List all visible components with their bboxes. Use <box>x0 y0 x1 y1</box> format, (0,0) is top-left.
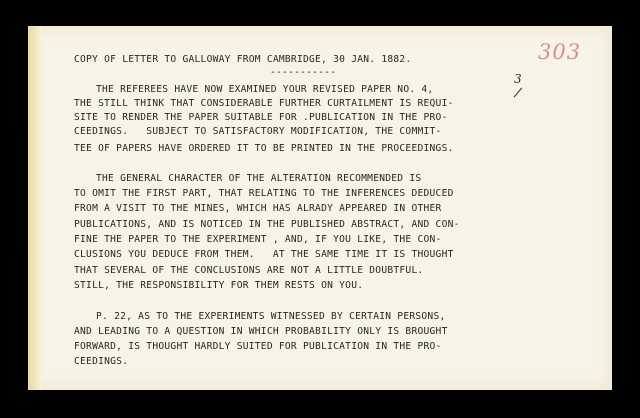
paragraph-2-line-5: FINE THE PAPER TO THE EXPERIMENT , AND, IF YOU LIKE, THE CON- <box>74 234 442 245</box>
paragraph-1-line-3: SITE TO RENDER THE PAPER SUITABLE FOR .PUBLICATION IN THE PRO- <box>74 112 448 123</box>
paragraph-2-line-2: TO OMIT THE FIRST PART, THAT RELATING TO THE INFERENCES DEDUCED <box>74 188 454 199</box>
paragraph-3-line-2: AND LEADING TO A QUESTION IN WHICH PROBABILITY ONLY IS BROUGHT <box>74 326 448 337</box>
paragraph-2-line-6: CLUSIONS YOU DEDUCE FROM THEM. AT THE SAME TIME IT IS THOUGHT <box>74 249 454 260</box>
paragraph-1-line-4: CEEDINGS. SUBJECT TO SATISFACTORY MODIFICATION, THE COMMIT- <box>74 126 442 137</box>
paragraph-1-line-2: THE STILL THINK THAT CONSIDERABLE FURTHER CURTAILMENT IS REQUI- <box>74 98 454 109</box>
paragraph-2-line-4: PUBLICATIONS, AND IS NOTICED IN THE PUBLISHED ABSTRACT, AND CON- <box>74 219 460 230</box>
folio-number: 303 <box>538 40 582 64</box>
paragraph-3-line-4: CEEDINGS. <box>74 356 129 367</box>
paragraph-1-line-5: TEE OF PAPERS HAVE ORDERED IT TO BE PRINTED IN THE PROCEEDINGS. <box>74 143 454 154</box>
letter-heading: COPY OF LETTER TO GALLOWAY FROM CAMBRIDGE, 30 JAN. 1882. <box>74 54 412 65</box>
handwritten-correction: 3 <box>514 72 522 86</box>
paragraph-2-line-8: STILL, THE RESPONSIBILITY FOR THEM RESTS ON YOU. <box>74 280 364 291</box>
paragraph-2-line-3: FROM A VISIT TO THE MINES, WHICH HAS ALRADY APPEARED IN OTHER <box>74 203 442 214</box>
paper-edge <box>28 26 42 390</box>
paragraph-2-line-7: THAT SEVERAL OF THE CONCLUSIONS ARE NOT A LITTLE DOUBTFUL. <box>74 265 424 276</box>
paragraph-1-line-1: THE REFEREES HAVE NOW EXAMINED YOUR REVISED PAPER NO. 4, <box>96 84 434 95</box>
paragraph-2-line-1: THE GENERAL CHARACTER OF THE ALTERATION RECOMMENDED IS <box>96 173 422 184</box>
paragraph-3-line-3: FORWARD, IS THOUGHT HARDLY SUITED FOR PUBLICATION IN THE PRO- <box>74 341 442 352</box>
paragraph-3-line-1: P. 22, AS TO THE EXPERIMENTS WITNESSED BY CERTAIN PERSONS, <box>96 311 446 322</box>
heading-rule: ----------- <box>270 67 337 78</box>
